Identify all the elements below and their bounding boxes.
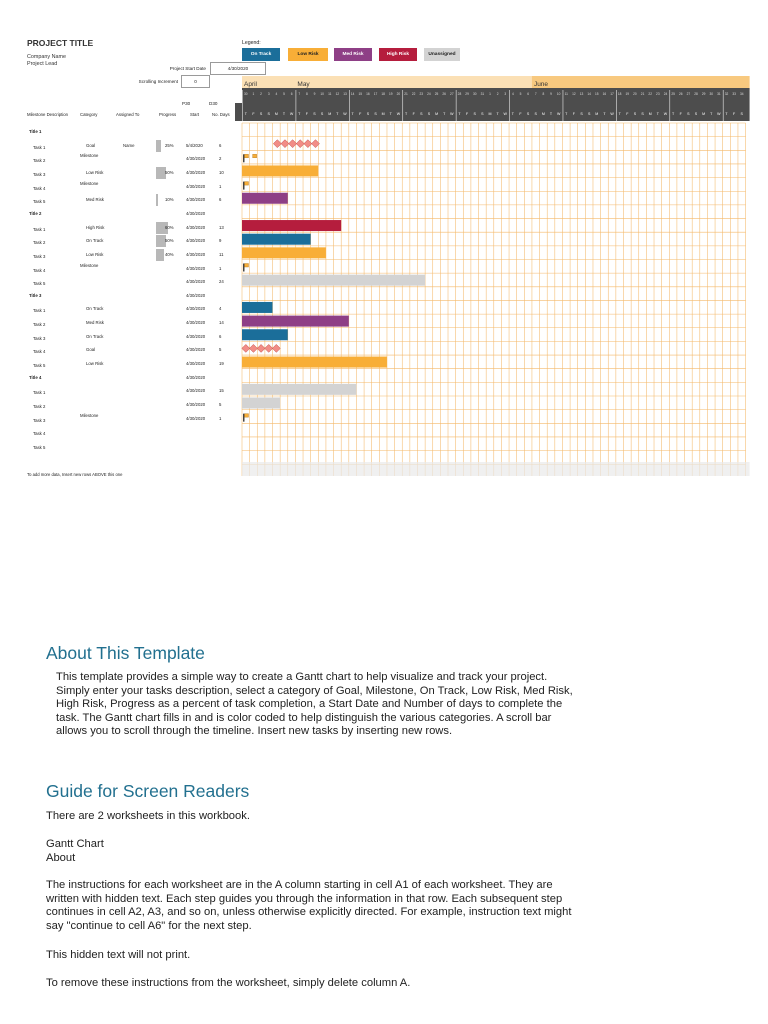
day-number: 26: [678, 92, 683, 96]
task-name[interactable]: Task 1: [33, 226, 46, 232]
about-line: allows you to scroll through the timeline. Insert new tasks by inserting new rows.: [56, 725, 453, 737]
progress-bar: [156, 140, 161, 152]
guide-instructions: [46, 879, 666, 933]
instr-line: say "continue to cell A6" for the next step.: [46, 919, 252, 932]
about-heading: About This Template: [46, 643, 205, 663]
day-number: 12: [572, 92, 576, 96]
weekday-letter: T: [443, 112, 446, 116]
month-label: June: [533, 81, 549, 88]
task-start[interactable]: 4/30/2020: [186, 279, 206, 285]
weekday-letter: S: [694, 112, 698, 116]
weekday-letter: M: [648, 112, 652, 116]
task-bar: [242, 275, 425, 286]
weekday-letter: S: [641, 112, 644, 116]
weekday-letter: F: [626, 112, 629, 116]
month-label: April: [244, 81, 258, 88]
scroll-increment-label: Scrolling Increment: [138, 79, 178, 84]
section-title: Title 1: [29, 129, 42, 134]
day-number: 13: [343, 92, 347, 96]
weekday-letter: S: [366, 112, 370, 116]
task-start[interactable]: 4/30/2020: [186, 361, 206, 367]
section-title: Title 4: [29, 374, 42, 380]
task-bar: [242, 316, 349, 327]
task-start[interactable]: 4/30/2020: [186, 347, 206, 353]
weekday-letter: T: [671, 112, 675, 116]
weekday-letter: F: [305, 112, 308, 116]
weekday-letter: T: [282, 112, 286, 116]
task-start[interactable]: 4/30/2020: [186, 238, 206, 244]
day-number: 11: [328, 92, 332, 96]
task-name[interactable]: Task 3: [33, 335, 46, 341]
task-progress[interactable]: 25%: [165, 142, 174, 148]
task-name[interactable]: Task 1: [33, 144, 46, 150]
task-name[interactable]: Task 1: [33, 308, 46, 314]
day-number: 19: [625, 92, 630, 96]
milestone-marker: [243, 154, 245, 162]
weekday-letter: F: [519, 112, 522, 116]
task-start[interactable]: 4/30/2020: [186, 333, 206, 339]
task-days[interactable]: 6: [219, 142, 222, 148]
scroll-increment-input[interactable]: 0: [181, 75, 210, 88]
day-number: 15: [358, 92, 363, 96]
weekday-letter: S: [420, 112, 423, 116]
weekday-letter: T: [458, 112, 461, 116]
d30-label: D30: [209, 101, 218, 106]
day-number: 30: [709, 92, 714, 96]
weekday-letter: S: [526, 112, 530, 116]
sheet-list: [46, 838, 666, 865]
day-number: 23: [419, 92, 424, 96]
day-number: 1: [489, 92, 491, 96]
footnote: To add more data, Insert new rows ABOVE this one: [27, 472, 123, 477]
guide-heading: Guide for Screen Readers: [46, 781, 250, 801]
task-name[interactable]: Task 5: [33, 444, 46, 450]
month-band-june: [532, 76, 750, 88]
day-number: 15: [595, 92, 599, 96]
milestone-flag: [245, 154, 249, 158]
weekday-letter: S: [587, 112, 591, 116]
weekday-letter: T: [298, 112, 301, 116]
weekday-letter: S: [687, 112, 690, 116]
section-title: Title 3: [29, 292, 42, 298]
task-name[interactable]: Task 5: [33, 281, 46, 287]
task-name[interactable]: Task 1: [33, 390, 46, 396]
goal-marker: [265, 344, 273, 352]
day-number: 25: [434, 92, 439, 96]
day-number: 29: [701, 92, 706, 96]
task-days[interactable]: 15: [219, 388, 224, 394]
header-category: Category: [80, 112, 98, 117]
task-days[interactable]: 13: [219, 224, 224, 230]
task-category[interactable]: Milestone: [80, 262, 99, 268]
task-progress[interactable]: 50%: [165, 169, 174, 175]
day-number: 19: [389, 92, 393, 96]
legend-unassigned: Unassigned: [424, 48, 460, 61]
progress-bar: [156, 194, 158, 206]
day-number: 5: [283, 92, 285, 96]
about-paragraph: [56, 671, 656, 739]
legend-on-track: On Track: [242, 48, 280, 61]
weekday-letter: M: [541, 112, 545, 116]
legend-med-risk: Med Risk: [334, 48, 372, 61]
weekday-letter: F: [252, 112, 255, 116]
day-number: 27: [686, 92, 691, 96]
milestone-marker: [243, 264, 245, 272]
weekday-letter: S: [313, 112, 316, 116]
guide-intro: There are 2 worksheets in this workbook.: [46, 810, 250, 822]
weekday-letter: S: [633, 112, 637, 116]
company-name: Company Name: [27, 54, 66, 60]
milestone-flag: [245, 264, 249, 268]
task-category[interactable]: Low Risk: [86, 361, 104, 367]
weekday-letter: T: [336, 112, 339, 116]
day-number: 3: [267, 92, 270, 96]
goal-marker: [249, 344, 257, 352]
instr-line: continues in cell A2, A3, and so on, unless otherwise explicitly directed. For example, instruction text might: [46, 906, 572, 918]
weekday-letter: W: [343, 112, 347, 116]
task-start[interactable]: 4/30/2020: [186, 415, 206, 421]
task-name[interactable]: Task 2: [33, 322, 46, 328]
day-number: 21: [640, 92, 645, 96]
task-category[interactable]: On Track: [86, 238, 104, 244]
about-line: Simply enter your tasks description, select a category of Goal, Milestone, On Track, Low Risk, Med Risk,: [56, 684, 573, 697]
day-number: 16: [602, 92, 607, 96]
task-name[interactable]: Task 4: [33, 185, 46, 191]
day-number: 28: [694, 92, 698, 96]
hidden-note: This hidden text will not print.: [46, 949, 191, 961]
task-start[interactable]: 4/30/2020: [186, 224, 206, 230]
weekday-letter: T: [351, 112, 354, 116]
day-number: 11: [564, 92, 568, 96]
task-category[interactable]: Milestone: [80, 153, 99, 159]
goal-marker: [242, 344, 250, 352]
milestone-flag: [245, 414, 249, 418]
task-start[interactable]: 4/30/2020: [186, 306, 206, 312]
task-days[interactable]: 9: [219, 238, 222, 244]
weekday-letter: T: [618, 112, 621, 116]
day-number: 14: [587, 92, 591, 96]
task-bar: [242, 165, 318, 176]
weekday-letter: W: [503, 112, 507, 116]
project-start-label: Project Start Date: [169, 66, 206, 71]
task-category[interactable]: Med Risk: [86, 320, 104, 326]
task-days[interactable]: 24: [219, 279, 224, 285]
weekday-letter: W: [289, 112, 294, 116]
task-days[interactable]: 4: [219, 306, 222, 312]
day-number: 14: [350, 92, 355, 96]
weekday-letter: S: [259, 112, 263, 116]
weekday-letter: T: [244, 112, 247, 116]
date-header-left: [235, 103, 243, 121]
day-number: 30: [472, 92, 477, 96]
task-name[interactable]: Task 5: [33, 199, 46, 205]
task-days[interactable]: 11: [219, 251, 224, 257]
day-number: 25: [671, 92, 675, 96]
weekday-letter: W: [717, 112, 721, 116]
remove-note: To remove these instructions from the worksheet, simply delete column A.: [46, 977, 411, 989]
day-number: 4: [511, 92, 514, 96]
day-number: 5: [519, 92, 522, 96]
task-start[interactable]: 4/30/2020: [186, 156, 206, 162]
day-number: 8: [305, 92, 308, 96]
day-number: 26: [442, 92, 446, 96]
day-number: 32: [724, 92, 729, 96]
weekday-letter: S: [473, 112, 476, 116]
task-category[interactable]: Milestone: [80, 412, 99, 418]
task-category[interactable]: High Risk: [86, 224, 105, 230]
milestone-flag: [253, 154, 257, 158]
weekday-letter: T: [725, 112, 728, 116]
task-days[interactable]: 1: [219, 265, 222, 271]
day-number: 2: [260, 92, 262, 96]
day-number: 16: [366, 92, 370, 96]
weekday-letter: S: [427, 112, 431, 116]
weekday-letter: T: [549, 112, 553, 116]
day-number: 24: [663, 92, 668, 96]
task-category[interactable]: Low Risk: [86, 251, 104, 257]
day-number: 12: [335, 92, 340, 96]
p30-label: P30: [182, 101, 191, 106]
day-number: 31: [480, 92, 485, 96]
about-line: High Risk, Progress as a percent of task completion, a Start Date and Number of days to complete the: [56, 698, 563, 710]
instr-line: The instructions for each worksheet are in the A column starting in cell A1 of each worksheet. They are: [46, 879, 553, 891]
weekday-letter: W: [610, 112, 614, 116]
weekday-letter: T: [511, 112, 514, 116]
task-bar: [242, 384, 356, 395]
day-number: 31: [717, 92, 721, 96]
weekday-letter: M: [488, 112, 492, 116]
task-progress[interactable]: 10%: [165, 197, 174, 203]
task-bar: [242, 193, 288, 204]
day-number: 20: [396, 92, 401, 96]
progress-bar: [156, 249, 164, 261]
task-days[interactable]: 6: [219, 197, 222, 203]
task-days[interactable]: 1: [219, 415, 222, 421]
task-bar: [242, 357, 387, 368]
task-bar: [242, 329, 288, 340]
task-days[interactable]: 5: [219, 347, 222, 353]
task-bar: [242, 220, 341, 231]
goal-marker: [257, 344, 265, 352]
task-start[interactable]: 4/30/2020: [186, 197, 206, 203]
header-milestone-description: Milestone Description: [27, 112, 69, 117]
weekday-letter: S: [320, 112, 324, 116]
gantt-chart: [235, 76, 750, 478]
day-number: 2: [496, 92, 499, 96]
task-days[interactable]: 1: [219, 183, 222, 189]
task-name[interactable]: Task 4: [33, 349, 46, 355]
day-number: 30: [244, 92, 248, 96]
task-start[interactable]: 4/30/2020: [186, 374, 206, 380]
task-start[interactable]: 4/30/2020: [186, 402, 206, 407]
day-number: 8: [542, 92, 545, 96]
day-number: 7: [298, 92, 301, 96]
weekday-letter: S: [481, 112, 484, 116]
task-start[interactable]: 4/30/2020: [186, 265, 206, 271]
task-start[interactable]: 5/4/2020: [186, 142, 203, 148]
day-number: 10: [556, 92, 561, 96]
task-name[interactable]: Task 4: [33, 431, 46, 437]
day-number: 27: [450, 92, 454, 96]
goal-marker: [272, 344, 280, 352]
about-line: task. The Gantt chart fills in and is color coded to help distinguish the various categories. A scroll bar: [56, 711, 552, 724]
task-name[interactable]: Task 2: [33, 404, 46, 409]
weekday-letter: W: [396, 112, 401, 116]
task-name[interactable]: Task 3: [33, 417, 46, 423]
day-number: 34: [739, 92, 744, 96]
day-number: 17: [610, 92, 614, 96]
instr-line: written with hidden text. Each step guides you through the information in that row. Each subsequent step: [46, 892, 563, 905]
milestone-marker: [243, 182, 245, 190]
day-number: 13: [579, 92, 584, 96]
task-assignee[interactable]: Name: [123, 142, 135, 148]
task-bar: [242, 302, 273, 313]
header-no-days: No. Days: [212, 112, 230, 117]
task-category[interactable]: On Track: [86, 333, 104, 339]
task-start[interactable]: 4/30/2020: [186, 320, 206, 326]
task-name[interactable]: Task 2: [33, 240, 46, 246]
task-name[interactable]: Task 5: [33, 363, 46, 369]
task-progress[interactable]: 50%: [165, 238, 174, 244]
task-category[interactable]: Med Risk: [86, 197, 104, 203]
legend-title: Legend:: [242, 40, 261, 46]
weekday-letter: W: [556, 112, 561, 116]
day-number: 28: [457, 92, 462, 96]
weekday-letter: M: [328, 112, 332, 116]
task-days[interactable]: 19: [219, 361, 224, 367]
weekday-letter: S: [580, 112, 583, 116]
task-start[interactable]: 4/30/2020: [186, 183, 206, 189]
task-name[interactable]: Task 3: [33, 171, 46, 177]
about-line: This template provides a simple way to create a Gantt chart to help visualize and track your project.: [56, 671, 548, 683]
day-number: 9: [313, 92, 316, 96]
weekday-letter: M: [274, 112, 278, 116]
task-category[interactable]: Milestone: [80, 180, 99, 186]
task-days[interactable]: 5: [219, 402, 222, 407]
day-number: 21: [404, 92, 408, 96]
section-title: Title 2: [29, 210, 42, 216]
day-number: 18: [617, 92, 622, 96]
weekday-letter: S: [267, 112, 270, 116]
legend-high-risk: High Risk: [379, 48, 417, 61]
header-assigned-to: Assigned To: [116, 112, 140, 117]
task-bar: [242, 234, 311, 245]
weekday-letter: W: [663, 112, 668, 116]
day-number: 33: [732, 92, 736, 96]
task-days[interactable]: 6: [219, 333, 222, 339]
weekday-letter: M: [595, 112, 599, 116]
task-start[interactable]: 4/30/2020: [186, 292, 206, 298]
weekday-letter: T: [603, 112, 606, 116]
weekday-letter: T: [710, 112, 713, 116]
day-number: 6: [527, 92, 530, 96]
task-days[interactable]: 10: [219, 169, 224, 175]
task-bar: [242, 398, 280, 409]
weekday-letter: M: [435, 112, 439, 116]
project-title: PROJECT TITLE: [27, 38, 94, 48]
header-start: Start: [190, 112, 200, 117]
task-category[interactable]: Goal: [86, 142, 96, 148]
day-number: 6: [290, 92, 293, 96]
day-number: 29: [465, 92, 469, 96]
day-number: 22: [411, 92, 416, 96]
day-number: 18: [381, 92, 385, 96]
day-number: 4: [275, 92, 278, 96]
task-progress[interactable]: 40%: [165, 251, 174, 257]
task-name[interactable]: Task 2: [33, 158, 46, 164]
weekday-letter: F: [679, 112, 682, 116]
weekday-letter: F: [733, 112, 736, 116]
day-number: 23: [656, 92, 660, 96]
weekday-letter: S: [374, 112, 377, 116]
weekday-letter: F: [572, 112, 576, 116]
task-start[interactable]: 4/30/2020: [186, 169, 206, 175]
milestone-flag: [245, 182, 249, 186]
day-number: 9: [550, 92, 552, 96]
weekday-letter: T: [496, 112, 499, 116]
task-category[interactable]: Goal: [86, 347, 96, 353]
weekday-letter: T: [565, 112, 568, 116]
task-category[interactable]: Low Risk: [86, 169, 104, 175]
header-progress: Progress: [159, 112, 177, 117]
legend-low-risk: Low Risk: [288, 48, 328, 61]
footer-band: [242, 462, 750, 476]
weekday-letter: M: [702, 112, 706, 116]
sheet-name: About: [46, 851, 76, 864]
task-name[interactable]: Task 4: [33, 267, 46, 273]
task-start[interactable]: 4/30/2020: [186, 388, 206, 394]
day-number: 10: [320, 92, 324, 96]
day-number: 17: [373, 92, 378, 96]
day-number: 3: [504, 92, 507, 96]
weekday-letter: S: [740, 112, 743, 116]
task-start[interactable]: 4/30/2020: [186, 210, 206, 216]
weekday-letter: W: [450, 112, 454, 116]
day-number: 7: [534, 92, 537, 96]
project-lead: Project Lead: [27, 61, 58, 67]
day-number: 22: [648, 92, 652, 96]
weekday-letter: T: [656, 112, 659, 116]
day-number: 1: [252, 92, 255, 96]
task-name[interactable]: Task 3: [33, 253, 46, 259]
task-progress[interactable]: 60%: [165, 224, 174, 230]
weekday-letter: M: [381, 112, 385, 116]
month-label: May: [297, 81, 310, 88]
day-number: 20: [633, 92, 637, 96]
sheet-name: Gantt Chart: [46, 838, 104, 850]
task-category[interactable]: On Track: [86, 306, 104, 312]
weekday-letter: F: [359, 112, 362, 116]
weekday-letter: T: [389, 112, 392, 116]
task-days[interactable]: 14: [219, 320, 224, 326]
milestone-marker: [243, 414, 245, 422]
project-start-input[interactable]: 4/30/2020: [210, 62, 266, 75]
weekday-letter: F: [412, 112, 415, 116]
task-days[interactable]: 2: [219, 156, 222, 162]
task-bar: [242, 247, 326, 258]
weekday-letter: S: [534, 112, 537, 116]
day-number: 24: [427, 92, 431, 96]
weekday-letter: T: [404, 112, 408, 116]
task-start[interactable]: 4/30/2020: [186, 251, 206, 257]
weekday-letter: F: [465, 112, 469, 116]
